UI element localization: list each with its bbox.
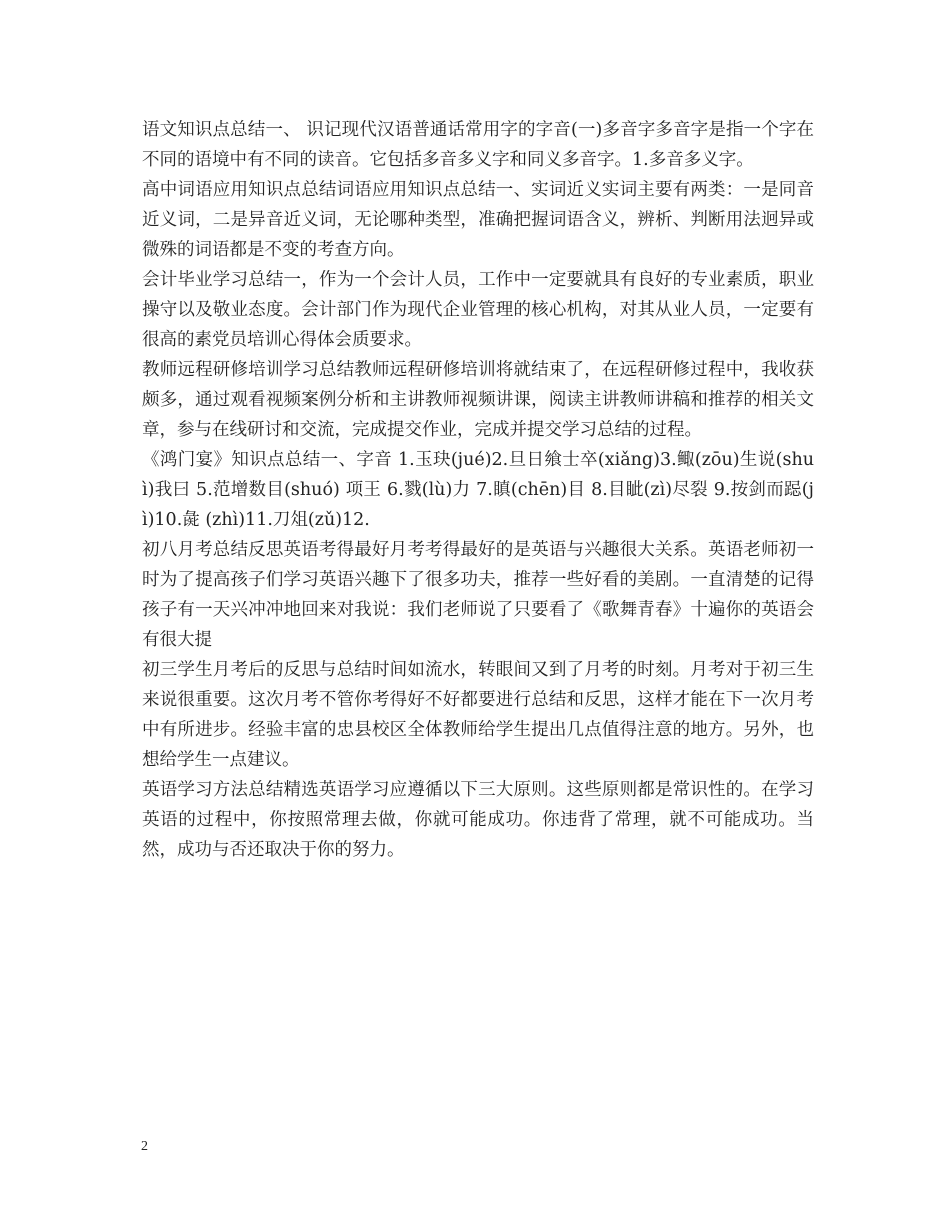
paragraph-grade-nine-reflection: 初三学生月考后的反思与总结时间如流水，转眼间又到了月考的时刻。月考对于初三生来说很重要。这次月考不管你考得好不好都要进行总结和反思，这样才能在下一次月考中有所进步。经验丰富的忠县校区全体教师给学生提出几点值得注意的地方。另外，也想给学生一点建议。 bbox=[142, 660, 814, 770]
paragraph-hongmen-banquet: 《鸿门宴》知识点总结一、字音 1.玉玦(jué)2.旦日飨士卒(xiǎng)3.鲰(zōu)生说(shuì)我曰 5.范增数目(shuó) 项王 6.戮(lù)力 7.瞋(chēn)目 8.目眦(zì)尽裂 9.按剑而跽(jì)10.彘 (zhì)11.刀俎(zǔ)12. bbox=[142, 450, 814, 530]
paragraph-accounting-summary: 会计毕业学习总结一，作为一个会计人员，工作中一定要就具有良好的专业素质，职业操守以及敬业态度。会计部门作为现代企业管理的核心机构，对其从业人员，一定要有很高的素党员培训心得体会质要求。 bbox=[142, 270, 814, 350]
paragraph-english-methods: 英语学习方法总结精选英语学习应遵循以下三大原则。这些原则都是常识性的。在学习英语的过程中，你按照常理去做，你就可能成功。你违背了常理，就不可能成功。当然，成功与否还取决于你的努力。 bbox=[142, 780, 814, 860]
paragraph-word-usage: 高中词语应用知识点总结词语应用知识点总结一、实词近义实词主要有两类：一是同音近义词，二是异音近义词，无论哪种类型，准确把握词语含义，辨析、判断用法迥异或微殊的词语都是不变的考查方向。 bbox=[142, 180, 814, 260]
paragraph-teacher-training: 教师远程研修培训学习总结教师远程研修培训将就结束了，在远程研修过程中，我收获颇多，通过观看视频案例分析和主讲教师视频讲课，阅读主讲教师讲稿和推荐的相关文章，参与在线研讨和交流，完成提交作业，完成并提交学习总结的过程。 bbox=[142, 360, 814, 440]
body-text bbox=[142, 115, 814, 865]
page-number: 2 bbox=[141, 1139, 148, 1154]
paragraph-chinese-knowledge: 语文知识点总结一、 识记现代汉语普通话常用字的字音(一)多音字多音字是指一个字在不同的语境中有不同的读音。它包括多音多义字和同义多音字。1.多音多义字。 bbox=[142, 120, 814, 170]
paragraph-english-monthly-exam: 初八月考总结反思英语考得最好月考考得最好的是英语与兴趣很大关系。英语老师初一时为了提高孩子们学习英语兴趣下了很多功夫，推荐一些好看的美剧。一直清楚的记得孩子有一天兴冲冲地回来对我说：我们老师说了只要看了《歌舞青春》十遍你的英语会有很大提 bbox=[142, 540, 814, 650]
